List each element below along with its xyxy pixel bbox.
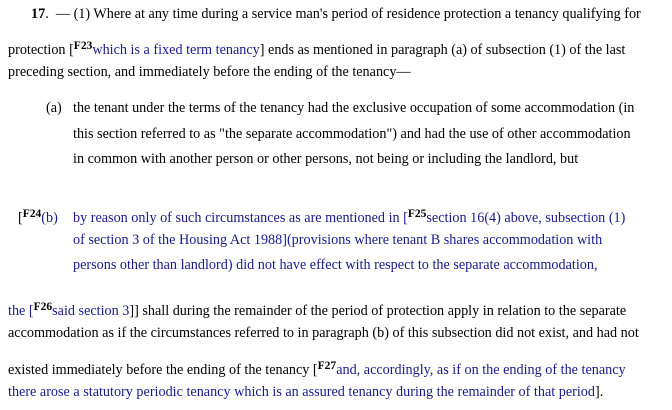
- section-number: 17: [31, 6, 46, 22]
- para-a-label: (a): [46, 100, 62, 116]
- protection-text: protection [: [8, 42, 74, 58]
- para-b-line-2: of section 3 of the Housing Act 1988](provisions where tenant B shares accommodation with: [73, 232, 603, 248]
- preceding-section-text: preceding section, and immediately before the ending of the tenancy—: [8, 64, 411, 80]
- para-a-line-2: this section referred to as "the separate accommodation") and had the use of other accommodation: [73, 126, 631, 142]
- section-line-2-rest: ] ends as mentioned in paragraph (a) of subsection (1) of the last: [259, 42, 626, 58]
- closing-the-text: the [: [8, 303, 34, 319]
- footnote-ref-f23[interactable]: F23: [73, 40, 93, 52]
- amendment-text-f27: and, accordingly, as if on the ending of the tenancy: [336, 362, 626, 378]
- closing-line-1: [8, 299, 626, 319]
- footnote-ref-f27[interactable]: F27: [317, 360, 337, 372]
- footnote-ref-f25[interactable]: F25: [407, 208, 427, 220]
- para-b-label: (b): [41, 210, 58, 226]
- footnote-ref-f26[interactable]: F26: [33, 301, 53, 313]
- section-line-3: [8, 64, 411, 80]
- section-intro-text: — (1) Where at any time during a service man's period of residence protection a tenancy qualifying for: [55, 6, 641, 22]
- closing-line-1-rest: ]] shall during the remainder of the period of protection apply in relation to the separate: [129, 303, 627, 319]
- footnote-ref-f24[interactable]: F24: [22, 208, 42, 220]
- para-a-line-1: the tenant under the terms of the tenancy had the exclusive occupation of some accommodation (in: [73, 100, 635, 116]
- para-a-line-3: in common with another person or other persons, not being or including the landlord, but: [73, 151, 579, 167]
- para-b-line-1: [73, 206, 625, 226]
- section-number-dot: .: [45, 6, 56, 22]
- amendment-text-f27-cont: there arose a statutory periodic tenancy which is an assured tenancy during the remainder of that period: [8, 384, 595, 400]
- para-b-line-3: persons other than landlord) did not have effect with respect to the separate accommodation,: [73, 257, 598, 273]
- closing-line-3-pre: existed immediately before the ending of the tenancy [: [8, 362, 318, 378]
- section-intro-line: [31, 6, 641, 22]
- closing-line-4: [8, 384, 603, 400]
- amendment-text-f26: said section 3: [52, 303, 130, 319]
- closing-line-2: accommodation as if the circumstances referred to in paragraph (b) of this subsection did not exist, and had not: [8, 325, 639, 341]
- para-b-line-1-pre: by reason only of such circumstances as are mentioned in [: [73, 210, 408, 226]
- para-b-label-group: [18, 206, 58, 226]
- para-b-open-bracket: [: [18, 210, 23, 226]
- section-line-2: [8, 38, 625, 58]
- closing-end: ].: [595, 384, 604, 400]
- para-b-line-1-post: section 16(4) above, subsection (1): [426, 210, 626, 226]
- closing-line-3: [8, 358, 626, 378]
- amendment-text-f23: which is a fixed term tenancy: [92, 42, 260, 58]
